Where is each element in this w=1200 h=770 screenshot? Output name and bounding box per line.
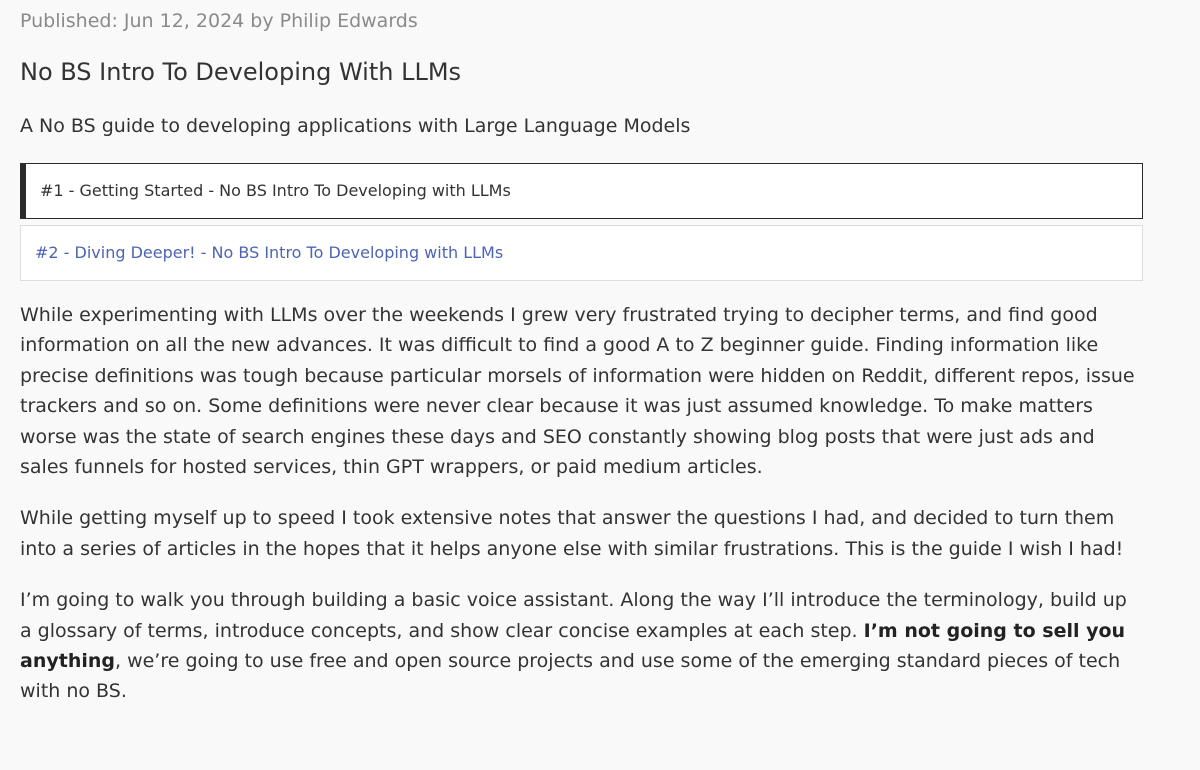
article-body: [20, 300, 1140, 728]
article-paragraph: [20, 585, 1140, 707]
series-item-current: #1 - Getting Started - No BS Intro To Developing with LLMs: [20, 163, 1143, 219]
article-paragraph: While getting myself up to speed I took extensive notes that answer the questions I had, and decided to turn them into a series of articles in the hopes that it helps anyone else with similar frustrations. This is the guide I wish I had!: [20, 507, 1124, 560]
paragraph-text: , we’re going to use free and open source projects and use some of the emerging standard pieces of tech with no BS.: [20, 650, 1121, 703]
emphasis-text: I’m not going to sell you anything: [20, 619, 1126, 673]
page-title: No BS Intro To Developing With LLMs: [20, 58, 462, 86]
publish-meta: Published: Jun 12, 2024 by Philip Edwards: [20, 10, 418, 32]
series-item-link[interactable]: #2 - Diving Deeper! - No BS Intro To Developing with LLMs: [20, 225, 1143, 281]
article-paragraph: While experimenting with LLMs over the weekends I grew very frustrated trying to decipher terms, and find good information on all the new advances. It was difficult to find a good A to Z beginner guide. Finding information like precise definitions was tough because particular morsels of information were hidden on Reddit, different repos, issue trackers and so on. Some definitions were never clear because it was just assumed knowledge. To make matters worse was the state of search engines these days and SEO constantly showing blog posts that were just ads and sales funnels for hosted services, thin GPT wrappers, or paid medium articles.: [20, 304, 1135, 479]
series-navigation: [20, 163, 1143, 281]
paragraph-text: I’m going to walk you through building a basic voice assistant. Along the way I’ll introduce the terminology, build up a glossary of terms, introduce concepts, and show clear concise examples at each step.: [20, 589, 1127, 642]
page-subtitle: A No BS guide to developing applications with Large Language Models: [20, 115, 691, 137]
